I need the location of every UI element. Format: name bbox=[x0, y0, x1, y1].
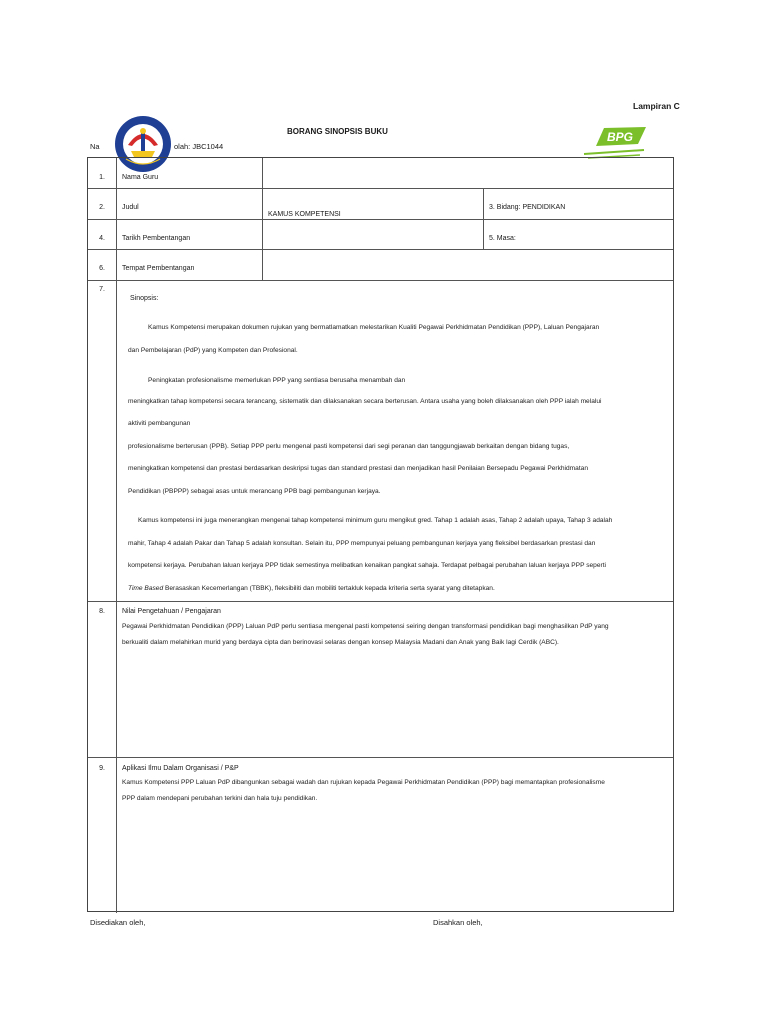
bpg-logo-text: BPG bbox=[606, 130, 634, 144]
sinopsis-line: aktiviti pembangunan bbox=[128, 420, 191, 427]
sinopsis-last-text: Berasaskan Kecemerlangan (TBBK), fleksibiliti dan mobiliti tertakluk kepada kriteria serta syarat yang ditetapkan. bbox=[163, 585, 495, 592]
lampiran-label: Lampiran C bbox=[633, 101, 680, 111]
nama-guru-label: Nama Guru bbox=[122, 174, 159, 181]
masa-field: 5. Masa: bbox=[489, 235, 516, 242]
tarikh-label: Tarikh Pembentangan bbox=[122, 235, 191, 242]
sinopsis-line: dan Pembelajaran (PdP) yang Kompeten dan Profesional. bbox=[128, 347, 298, 354]
sinopsis-line: meningkatkan kompetensi dan prestasi berdasarkan deskripsi tugas dan standard prestasi dan menjadikan hasil Penilaian Bersepadu Pegawai Perkhidmatan bbox=[128, 465, 589, 472]
disediakan-label: Disediakan oleh, bbox=[90, 918, 146, 927]
sinopsis-label: Sinopsis: bbox=[130, 295, 159, 302]
nilai-label: Nilai Pengetahuan / Pengajaran bbox=[122, 608, 221, 615]
tempat-field[interactable] bbox=[264, 250, 672, 278]
row-number: 8. bbox=[99, 608, 105, 615]
form-title: BORANG SINOPSIS BUKU bbox=[287, 127, 388, 136]
synopsis-form bbox=[87, 157, 674, 912]
nama-guru-field[interactable] bbox=[264, 159, 672, 187]
disahkan-label: Disahkan oleh, bbox=[433, 918, 483, 927]
tempat-label: Tempat Pembentangan bbox=[122, 265, 195, 272]
nilai-line: Pegawai Perkhidmatan Pendidikan (PPP) Laluan PdP perlu sentiasa mengenal pasti kompetensi seiring dengan transformasi pendidikan bagi menghasilkan PdP yang bbox=[122, 623, 609, 630]
sinopsis-line: meningkatkan tahap kompetensi secara terancang, sistematik dan dilaksanakan secara berterusan. Antara usaha yang boleh dilaksanakan oleh PPP ialah melalui bbox=[128, 398, 602, 405]
form-code-prefix: Na bbox=[90, 142, 100, 151]
row-number: 4. bbox=[99, 235, 105, 242]
form-code-value: olah: JBC1044 bbox=[174, 142, 224, 151]
bpg-logo bbox=[582, 124, 650, 160]
row-number: 6. bbox=[99, 265, 105, 272]
aplikasi-label: Aplikasi Ilmu Dalam Organisasi / P&P bbox=[122, 765, 239, 772]
sinopsis-line: Kamus Kompetensi merupakan dokumen rujukan yang bermatlamatkan melestarikan Kualiti Pegawai Perkhidmatan Pendidikan (PPP), Laluan Pengajaran bbox=[148, 324, 600, 331]
row-number: 7. bbox=[99, 286, 105, 293]
aplikasi-line: PPP dalam mendepani perubahan terkini dan hala tuju pendidikan. bbox=[122, 795, 318, 802]
tarikh-field[interactable] bbox=[264, 220, 482, 248]
sinopsis-line: kompetensi kerjaya. Perubahan laluan kerjaya PPP tidak semestinya melibatkan kenaikan pangkat sahaja. Terdapat pelbagai perubahan laluan kerjaya PPP seperti bbox=[128, 562, 606, 569]
sinopsis-line: Pendidikan (PBPPP) sebagai asas untuk merancang PPB bagi pembangunan kerjaya. bbox=[128, 488, 381, 495]
judul-value: KAMUS KOMPETENSI bbox=[268, 211, 341, 218]
aplikasi-line: Kamus Kompetensi PPP Laluan PdP dibangunkan sebagai wadah dan rujukan kepada Pegawai Perkhidmatan Pendidikan (PPP) bagi memantapkan profesionalisme bbox=[122, 779, 605, 786]
row-number: 1. bbox=[99, 174, 105, 181]
row-number: 9. bbox=[99, 765, 105, 772]
sinopsis-line: profesionalisme berterusan (PPB). Setiap PPP perlu mengenal pasti kompetensi dari segi peranan dan tanggungjawab berkaitan dengan bidang tugas, bbox=[128, 443, 570, 450]
sinopsis-last-line bbox=[128, 585, 495, 592]
nilai-line: berkualiti dalam melahirkan murid yang berdaya cipta dan berinovasi selaras dengan konsep Malaysia Madani dan Anak yang Baik lagi Cerdik (ABC). bbox=[122, 639, 559, 646]
sinopsis-line: mahir, Tahap 4 adalah Pakar dan Tahap 5 adalah konsultan. Selain itu, PPP mempunyai peluang pembangunan kerjaya yang fleksibel berdasarkan prestasi dan bbox=[128, 540, 596, 547]
judul-label: Judul bbox=[122, 204, 139, 211]
time-based-term: Time Based bbox=[128, 585, 164, 592]
sinopsis-line: Peningkatan profesionalisme memerlukan PPP yang sentiasa berusaha menambah dan bbox=[148, 377, 406, 384]
bidang-field: 3. Bidang: PENDIDIKAN bbox=[489, 204, 566, 211]
row-number: 2. bbox=[99, 204, 105, 211]
sinopsis-line: Kamus kompetensi ini juga menerangkan mengenai tahap kompetensi minimum guru mengikut gred. Tahap 1 adalah asas, Tahap 2 adalah upaya, Tahap 3 adalah bbox=[138, 517, 613, 524]
